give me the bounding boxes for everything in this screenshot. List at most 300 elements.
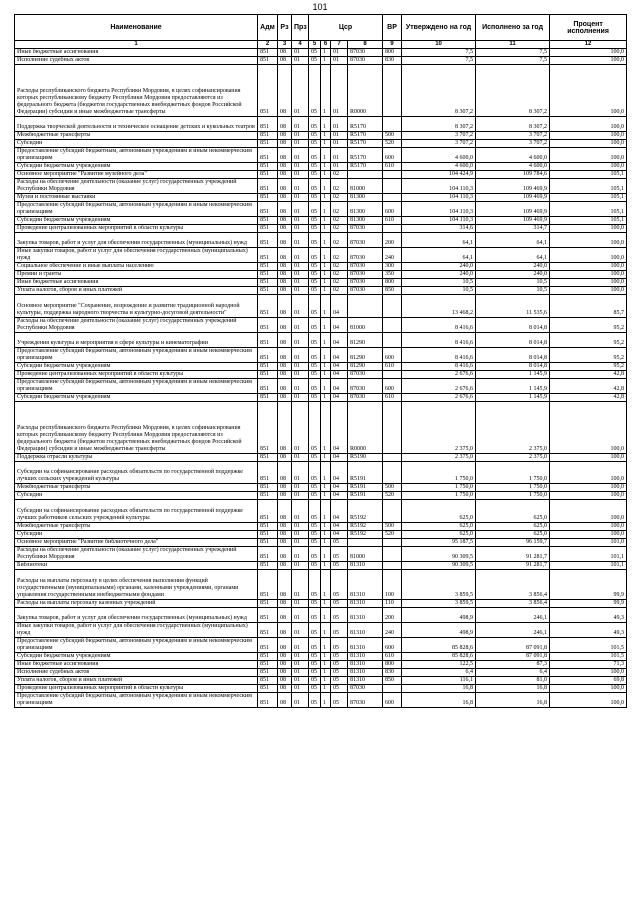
row-adm: 851	[258, 608, 278, 623]
row-csr-code: 81300	[348, 194, 383, 202]
row-prz: 01	[292, 202, 309, 217]
row-plan: 85 828,6	[402, 653, 476, 661]
row-fact: 2 375,0	[476, 454, 550, 462]
row-prz: 01	[292, 49, 309, 57]
row-plan: 104 424,9	[402, 171, 476, 179]
row-csr-subprogram: 1	[321, 484, 331, 492]
row-csr-program: 05	[309, 202, 321, 217]
row-fact: 7,5	[476, 49, 550, 57]
row-csr-subprogram: 1	[321, 271, 331, 279]
table-row	[15, 371, 627, 379]
row-plan: 3 707,2	[402, 140, 476, 148]
row-adm: 851	[258, 547, 278, 562]
row-csr-event: 01	[331, 117, 348, 132]
row-pct: 100,0	[550, 140, 627, 148]
row-csr-code: 81290	[348, 348, 383, 363]
row-adm: 851	[258, 271, 278, 279]
row-vr: 600	[383, 202, 402, 217]
row-fact: 1 750,0	[476, 462, 550, 484]
table-row	[15, 363, 627, 371]
row-prz: 01	[292, 547, 309, 562]
row-csr-subprogram: 1	[321, 279, 331, 287]
row-csr-program: 05	[309, 379, 321, 394]
row-csr-code: 81300	[348, 217, 383, 225]
table-row	[15, 202, 627, 217]
table-row	[15, 661, 627, 669]
table-row	[15, 263, 627, 271]
table-row	[15, 570, 627, 600]
row-vr: 850	[383, 287, 402, 295]
row-csr-subprogram: 1	[321, 653, 331, 661]
row-csr-event: 02	[331, 171, 348, 179]
row-csr-event: 04	[331, 318, 348, 333]
header-prz: Прз	[292, 15, 309, 41]
row-fact: 64,1	[476, 248, 550, 263]
row-csr-subprogram: 1	[321, 623, 331, 638]
row-fact: 109 469,9	[476, 202, 550, 217]
table-row	[15, 132, 627, 140]
row-name: Межбюджетные трансферты	[15, 523, 258, 531]
row-csr-program: 05	[309, 462, 321, 484]
row-rz: 08	[278, 202, 292, 217]
row-rz: 08	[278, 677, 292, 685]
table-row	[15, 217, 627, 225]
table-row	[15, 608, 627, 623]
row-csr-subprogram: 1	[321, 233, 331, 248]
row-csr-program: 05	[309, 685, 321, 693]
row-pct: 95,2	[550, 318, 627, 333]
row-prz: 01	[292, 492, 309, 500]
row-vr	[383, 371, 402, 379]
row-adm: 851	[258, 49, 278, 57]
row-csr-code: 81290	[348, 333, 383, 348]
row-pct: 100,0	[550, 271, 627, 279]
row-plan: 116,1	[402, 677, 476, 685]
row-name: Предоставление субсидий бюджетным, автономным учреждениям и иным некоммерческим организациям	[15, 348, 258, 363]
page-number: 101	[312, 2, 328, 12]
row-csr-code: R5170	[348, 148, 383, 163]
row-rz: 08	[278, 608, 292, 623]
row-csr-event: 01	[331, 140, 348, 148]
row-vr	[383, 685, 402, 693]
row-csr-subprogram: 1	[321, 57, 331, 65]
row-adm: 851	[258, 217, 278, 225]
row-rz: 08	[278, 500, 292, 523]
row-fact: 91 281,7	[476, 562, 550, 570]
row-csr-code: 81310	[348, 653, 383, 661]
row-csr-subprogram: 1	[321, 225, 331, 233]
row-plan: 8 416,6	[402, 348, 476, 363]
row-prz: 01	[292, 318, 309, 333]
row-pct: 105,1	[550, 171, 627, 179]
table-row	[15, 600, 627, 608]
column-number: 11	[476, 41, 550, 49]
row-rz: 08	[278, 562, 292, 570]
row-adm: 851	[258, 539, 278, 547]
row-adm: 851	[258, 348, 278, 363]
row-vr	[383, 539, 402, 547]
row-csr-program: 05	[309, 318, 321, 333]
row-adm: 851	[258, 523, 278, 531]
row-name: Иные бюджетные ассигнования	[15, 279, 258, 287]
row-csr-subprogram: 1	[321, 523, 331, 531]
row-rz: 08	[278, 148, 292, 163]
row-plan: 240,0	[402, 271, 476, 279]
column-number: 7	[331, 41, 348, 49]
header-adm: Адм	[258, 15, 278, 41]
row-rz: 08	[278, 402, 292, 454]
table-row	[15, 333, 627, 348]
row-name: Предоставление субсидий бюджетным, автономным учреждениям и иным некоммерческим организациям	[15, 693, 258, 708]
table-body	[15, 49, 627, 708]
row-name: Расходы республиканского бюджета Республики Мордовия, в целях софинансирования которых республиканскому бюджету Республики Мордовия предоставляются из федерального бюджета (бюджетов государственных внебюджетных фондов Российской Федерации) субсидии и иные межбюджетные трансферты	[15, 65, 258, 117]
row-csr-event: 05	[331, 638, 348, 653]
row-csr-code: 87030	[348, 248, 383, 263]
row-plan: 8 307,2	[402, 65, 476, 117]
row-name: Предоставление субсидий бюджетным, автономным учреждениям и иным некоммерческим организациям	[15, 638, 258, 653]
row-prz: 01	[292, 371, 309, 379]
row-prz: 01	[292, 179, 309, 194]
row-rz: 08	[278, 225, 292, 233]
header-plan: Утверждено на год	[402, 15, 476, 41]
table-row	[15, 547, 627, 562]
row-csr-subprogram: 1	[321, 117, 331, 132]
table-row	[15, 462, 627, 484]
row-csr-code: 87030	[348, 287, 383, 295]
row-csr-subprogram: 1	[321, 492, 331, 500]
row-csr-subprogram: 1	[321, 287, 331, 295]
row-adm: 851	[258, 685, 278, 693]
row-adm: 851	[258, 233, 278, 248]
row-adm: 851	[258, 402, 278, 454]
row-csr-program: 05	[309, 295, 321, 318]
row-pct: 100,0	[550, 484, 627, 492]
row-csr-program: 05	[309, 523, 321, 531]
row-vr: 500	[383, 523, 402, 531]
row-csr-program: 05	[309, 570, 321, 600]
row-csr-program: 05	[309, 661, 321, 669]
row-rz: 08	[278, 394, 292, 402]
row-csr-event: 02	[331, 279, 348, 287]
row-csr-code: 81310	[348, 623, 383, 638]
row-csr-program: 05	[309, 402, 321, 454]
row-plan: 8 416,6	[402, 333, 476, 348]
row-csr-program: 05	[309, 600, 321, 608]
row-pct: 101,1	[550, 547, 627, 562]
table-row	[15, 248, 627, 263]
row-rz: 08	[278, 693, 292, 708]
row-adm: 851	[258, 484, 278, 492]
row-csr-event: 05	[331, 669, 348, 677]
row-vr: 520	[383, 492, 402, 500]
row-plan: 498,9	[402, 623, 476, 638]
row-csr-program: 05	[309, 693, 321, 708]
row-fact: 8 014,8	[476, 333, 550, 348]
row-vr: 500	[383, 132, 402, 140]
table-row	[15, 295, 627, 318]
row-pct: 99,9	[550, 570, 627, 600]
row-csr-event: 05	[331, 693, 348, 708]
row-name: Расходы на выплаты персоналу казенных учреждений	[15, 600, 258, 608]
row-prz: 01	[292, 638, 309, 653]
row-csr-program: 05	[309, 57, 321, 65]
row-csr-code: R0000	[348, 65, 383, 117]
row-csr-code: R5170	[348, 163, 383, 171]
table-row	[15, 523, 627, 531]
row-vr: 600	[383, 148, 402, 163]
row-pct: 100,0	[550, 248, 627, 263]
row-fact: 3 707,2	[476, 140, 550, 148]
row-adm: 851	[258, 623, 278, 638]
row-csr-event: 05	[331, 539, 348, 547]
row-csr-program: 05	[309, 562, 321, 570]
row-rz: 08	[278, 333, 292, 348]
row-csr-subprogram: 1	[321, 562, 331, 570]
row-name: Расходы на выплаты персоналу в целях обеспечения выполнения функций государственными (муниципальными) органами, казенными учреждениями, органами управления государственными внебюджетными фондами	[15, 570, 258, 600]
row-pct: 100,0	[550, 49, 627, 57]
row-csr-code: 81300	[348, 202, 383, 217]
row-plan: 13 468,2	[402, 295, 476, 318]
row-fact: 1 750,0	[476, 484, 550, 492]
row-csr-subprogram: 1	[321, 394, 331, 402]
row-csr-program: 05	[309, 363, 321, 371]
row-vr: 600	[383, 638, 402, 653]
row-name: Субсидии бюджетным учреждениям	[15, 217, 258, 225]
row-fact: 4 600,0	[476, 163, 550, 171]
row-rz: 08	[278, 49, 292, 57]
row-adm: 851	[258, 333, 278, 348]
row-csr-code: R5191	[348, 492, 383, 500]
table-row	[15, 492, 627, 500]
row-prz: 01	[292, 57, 309, 65]
column-number: 10	[402, 41, 476, 49]
row-name: Предоставление субсидий бюджетным, автономным учреждениям и иным некоммерческим организациям	[15, 379, 258, 394]
row-fact: 8 014,8	[476, 348, 550, 363]
row-rz: 08	[278, 600, 292, 608]
table-row	[15, 562, 627, 570]
row-fact: 87 091,8	[476, 653, 550, 661]
row-csr-program: 05	[309, 233, 321, 248]
row-csr-event: 05	[331, 685, 348, 693]
row-plan: 16,8	[402, 693, 476, 708]
row-plan: 10,5	[402, 287, 476, 295]
table-row	[15, 402, 627, 454]
row-csr-event: 02	[331, 225, 348, 233]
table-row	[15, 233, 627, 248]
row-csr-subprogram: 1	[321, 402, 331, 454]
row-csr-event: 02	[331, 263, 348, 271]
row-csr-subprogram: 1	[321, 248, 331, 263]
row-adm: 851	[258, 562, 278, 570]
row-csr-code: 81310	[348, 600, 383, 608]
row-pct: 100,0	[550, 57, 627, 65]
row-pct: 100,0	[550, 669, 627, 677]
row-name: Поддержка творческой деятельности и техническое оснащение детских и кукольных театров	[15, 117, 258, 132]
row-fact: 109 469,9	[476, 217, 550, 225]
row-prz: 01	[292, 623, 309, 638]
table-row	[15, 163, 627, 171]
column-number: 8	[348, 41, 383, 49]
row-vr: 500	[383, 484, 402, 492]
row-csr-code: 81310	[348, 562, 383, 570]
row-prz: 01	[292, 287, 309, 295]
row-rz: 08	[278, 531, 292, 539]
row-plan: 7,5	[402, 49, 476, 57]
row-fact: 3 856,4	[476, 600, 550, 608]
row-csr-code: R5192	[348, 523, 383, 531]
row-fact: 109 469,9	[476, 194, 550, 202]
table-row	[15, 148, 627, 163]
row-pct: 100,0	[550, 148, 627, 163]
row-prz: 01	[292, 248, 309, 263]
row-prz: 01	[292, 562, 309, 570]
row-rz: 08	[278, 132, 292, 140]
row-csr-program: 05	[309, 623, 321, 638]
row-prz: 01	[292, 225, 309, 233]
row-csr-event: 01	[331, 148, 348, 163]
row-plan: 3 859,5	[402, 600, 476, 608]
row-pct: 100,0	[550, 462, 627, 484]
row-csr-program: 05	[309, 117, 321, 132]
row-csr-event: 01	[331, 49, 348, 57]
column-number: 6	[321, 41, 331, 49]
column-number: 3	[278, 41, 292, 49]
table-row	[15, 454, 627, 462]
row-csr-code: 87030	[348, 693, 383, 708]
row-csr-event: 05	[331, 608, 348, 623]
row-pct: 100,0	[550, 287, 627, 295]
row-csr-code: 87030	[348, 279, 383, 287]
row-csr-code: 81000	[348, 318, 383, 333]
row-csr-subprogram: 1	[321, 669, 331, 677]
row-name: Иные бюджетные ассигнования	[15, 661, 258, 669]
row-prz: 01	[292, 348, 309, 363]
row-pct: 95,2	[550, 363, 627, 371]
row-csr-subprogram: 1	[321, 194, 331, 202]
row-rz: 08	[278, 217, 292, 225]
row-csr-code	[348, 539, 383, 547]
row-pct: 100,0	[550, 163, 627, 171]
row-csr-subprogram: 1	[321, 333, 331, 348]
table-row	[15, 693, 627, 708]
row-csr-code: 81000	[348, 179, 383, 194]
row-rz: 08	[278, 547, 292, 562]
row-csr-code: 81310	[348, 669, 383, 677]
table-row	[15, 623, 627, 638]
row-adm: 851	[258, 531, 278, 539]
row-adm: 851	[258, 225, 278, 233]
row-csr-subprogram: 1	[321, 295, 331, 318]
table-row	[15, 57, 627, 65]
row-plan: 1 750,0	[402, 484, 476, 492]
row-fact: 11 535,6	[476, 295, 550, 318]
row-rz: 08	[278, 348, 292, 363]
row-adm: 851	[258, 693, 278, 708]
row-csr-code: R0000	[348, 402, 383, 454]
row-fact: 3 707,2	[476, 132, 550, 140]
row-plan: 314,6	[402, 225, 476, 233]
row-vr: 600	[383, 379, 402, 394]
row-csr-program: 05	[309, 608, 321, 623]
row-fact: 8 307,2	[476, 65, 550, 117]
row-vr: 830	[383, 57, 402, 65]
row-rz: 08	[278, 140, 292, 148]
row-rz: 08	[278, 653, 292, 661]
row-rz: 08	[278, 318, 292, 333]
row-adm: 851	[258, 394, 278, 402]
row-vr: 600	[383, 693, 402, 708]
row-prz: 01	[292, 661, 309, 669]
row-csr-subprogram: 1	[321, 693, 331, 708]
table-row	[15, 677, 627, 685]
row-csr-subprogram: 1	[321, 661, 331, 669]
row-plan: 95 187,5	[402, 539, 476, 547]
row-fact: 2 375,0	[476, 402, 550, 454]
row-name: Проведение централизованных мероприятий в области культуры	[15, 225, 258, 233]
row-plan: 625,0	[402, 531, 476, 539]
row-pct: 95,2	[550, 333, 627, 348]
row-vr	[383, 171, 402, 179]
row-rz: 08	[278, 194, 292, 202]
row-vr	[383, 295, 402, 318]
row-pct: 101,5	[550, 638, 627, 653]
row-rz: 08	[278, 379, 292, 394]
row-csr-code: R5190	[348, 454, 383, 462]
row-csr-program: 05	[309, 140, 321, 148]
row-prz: 01	[292, 171, 309, 179]
table-row	[15, 279, 627, 287]
row-adm: 851	[258, 492, 278, 500]
row-pct: 100,0	[550, 233, 627, 248]
row-pct: 100,0	[550, 531, 627, 539]
row-rz: 08	[278, 57, 292, 65]
row-csr-event: 04	[331, 394, 348, 402]
row-csr-program: 05	[309, 677, 321, 685]
row-rz: 08	[278, 117, 292, 132]
row-prz: 01	[292, 693, 309, 708]
row-fact: 1 145,9	[476, 371, 550, 379]
row-csr-subprogram: 1	[321, 179, 331, 194]
row-fact: 109 469,9	[476, 179, 550, 194]
row-fact: 7,5	[476, 57, 550, 65]
row-csr-event: 02	[331, 271, 348, 279]
row-vr	[383, 117, 402, 132]
table-row	[15, 379, 627, 394]
row-adm: 851	[258, 117, 278, 132]
row-csr-subprogram: 1	[321, 570, 331, 600]
row-csr-program: 05	[309, 287, 321, 295]
row-csr-event: 05	[331, 570, 348, 600]
row-csr-code: 87030	[348, 685, 383, 693]
row-csr-event: 01	[331, 57, 348, 65]
table-row	[15, 194, 627, 202]
row-vr	[383, 65, 402, 117]
row-prz: 01	[292, 163, 309, 171]
row-csr-code: 81000	[348, 547, 383, 562]
row-fact: 4 600,0	[476, 148, 550, 163]
row-plan: 625,0	[402, 523, 476, 531]
row-csr-subprogram: 1	[321, 348, 331, 363]
row-csr-event: 04	[331, 363, 348, 371]
row-plan: 1 750,0	[402, 462, 476, 484]
row-vr: 610	[383, 363, 402, 371]
row-name: Иные закупки товаров, работ и услуг для обеспечения государственных (муниципальных) нужд	[15, 248, 258, 263]
table-row	[15, 484, 627, 492]
row-plan: 7,5	[402, 57, 476, 65]
row-adm: 851	[258, 171, 278, 179]
row-pct: 101,0	[550, 539, 627, 547]
row-plan: 3 707,2	[402, 132, 476, 140]
